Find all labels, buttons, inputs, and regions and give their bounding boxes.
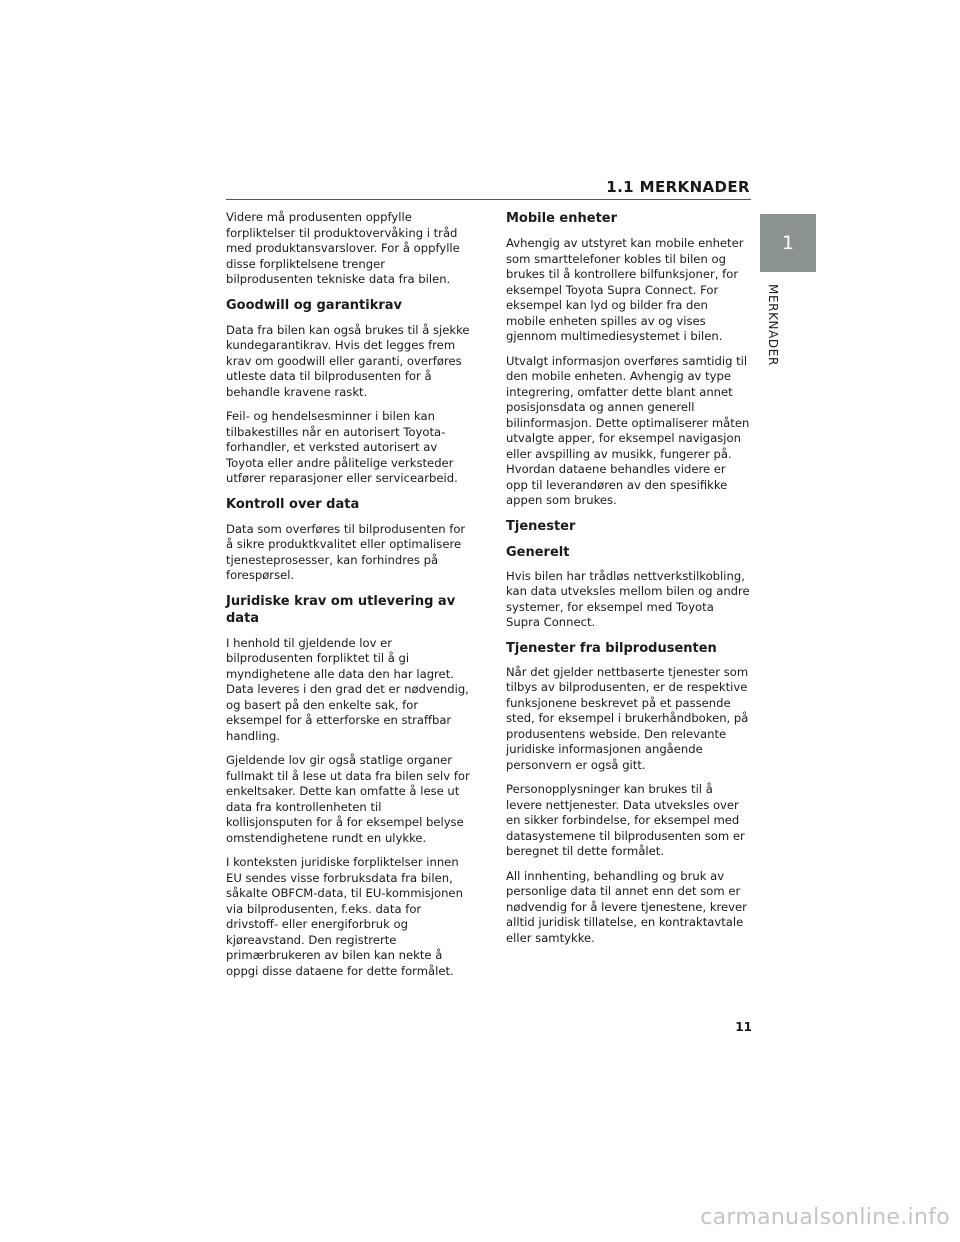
paragraph: Når det gjelder nettbaserte tjenester som tilbys av bilprodusenten, er de respektive funksjonene beskrevet på et passende sted, for eksempel i brukerhåndboken, på produsentens webside. Den relevante juridiske informasjonen angående personvern er også gitt. [506,664,749,772]
paragraph: Avhengig av utstyret kan mobile enheter som smarttelefoner kobles til bilen og brukes til å kontrollere bilfunksjoner, for eksempel Toyota Supra Connect. For eksempel kan lyd og bilder fra den mobile enheten spilles av og vises gjennom multimediesystemet i bilen. [506,236,744,343]
section-header-title: 1.1 MERKNADER [606,178,750,196]
paragraph: Utvalgt informasjon overføres samtidig til den mobile enheten. Avhengig av type integrering, omfatter dette blant annet posisjonsdata og annen generell bilinformasjon. Dette optimaliserer måten utvalgte apper, for eksempel navigasjon eller avspilling av musikk, fungerer på. Hvordan dataene behandles videre er opp til leverandøren av den spesifikke appen som brukes. [506,353,750,507]
heading-tjenester: Tjenester [506,518,576,534]
heading-generelt: Generelt [506,544,570,560]
paragraph: Hvis bilen har trådløs nettverkstilkobling, kan data utveksles mellom bilen og andre systemer, for eksempel med Toyota Supra Connect. [506,568,750,629]
heading-kontroll: Kontroll over data [226,496,360,512]
paragraph: Gjeldende lov gir også statlige organer fullmakt til å lese ut data fra bilen selv for enkeltsaker. Dette kan omfatte å lese ut data fra kontrollenheten til kollisjonsputen for å for eksempel belyse omstendighetene rundt en ulykke. [226,753,470,845]
header-divider [226,199,751,200]
chapter-side-label: MERKNADER [766,284,780,366]
paragraph: Feil- og hendelsesminner i bilen kan tilbakestilles når en autorisert Toyota-forhandler, et verksted autorisert av Toyota eller andre pålitelige verksteder utfører reparasjoner eller servicearbeid. [226,409,458,485]
left-column [226,210,470,988]
paragraph: I konteksten juridiske forpliktelser innen EU sendes visse forbruksdata fra bilen, såkalte OBFCM-data, til EU-kommisjonen via bilprodusenten, f.eks. data for drivstoff- eller energiforbruk og kjøreavstand. Den registrerte primærbrukeren av bilen kan nekte å oppgi disse dataene for dette formålet. [226,855,463,978]
paragraph: Videre må produsenten oppfylle forpliktelser til produktovervåking i tråd med produktansvarslover. For å oppfylle disse forpliktelsene trenger bilprodusenten tekniske data fra bilen. [226,210,460,286]
paragraph: All innhenting, behandling og bruk av personlige data til annet enn det som er nødvendig for å levere tjenestene, krever alltid juridisk tillatelse, en kontraktavtale eller samtykke. [506,868,747,945]
heading-goodwill: Goodwill og garantikrav [226,297,402,313]
paragraph: Data fra bilen kan også brukes til å sjekke kundegarantikrav. Hvis det legges frem krav om goodwill eller garanti, overføres utleste data til bilprodusenten for å behandle kravene raskt. [226,322,470,399]
heading-juridiske: Juridiske krav om utlevering av data [226,593,456,626]
paragraph: Data som overføres til bilprodusenten for å sikre produktkvalitet eller optimalisere tjenesteprosesser, kan forhindres på forespørsel. [226,521,466,582]
chapter-tab [760,214,816,272]
right-column [506,210,750,955]
page-number: 11 [735,1020,752,1034]
paragraph: Personopplysninger kan brukes til å levere nettjenester. Data utveksles over en sikker forbindelse, for eksempel med datasystemene til bilprodusenten som er beregnet til dette formålet. [506,782,745,858]
watermark: carmanualsonline.info [700,1205,950,1230]
chapter-number: 1 [781,232,795,254]
heading-mobile: Mobile enheter [506,211,618,226]
paragraph: I henhold til gjeldende lov er bilprodusenten forpliktet til å gi myndighetene alle data den har lagret. Data leveres i den grad det er nødvendig, og basert på den enkelte sak, for eksempel for å etterforske en straffbar handling. [226,635,469,743]
heading-tjenester-fra-bilprodusenten: Tjenester fra bilprodusenten [506,640,717,656]
